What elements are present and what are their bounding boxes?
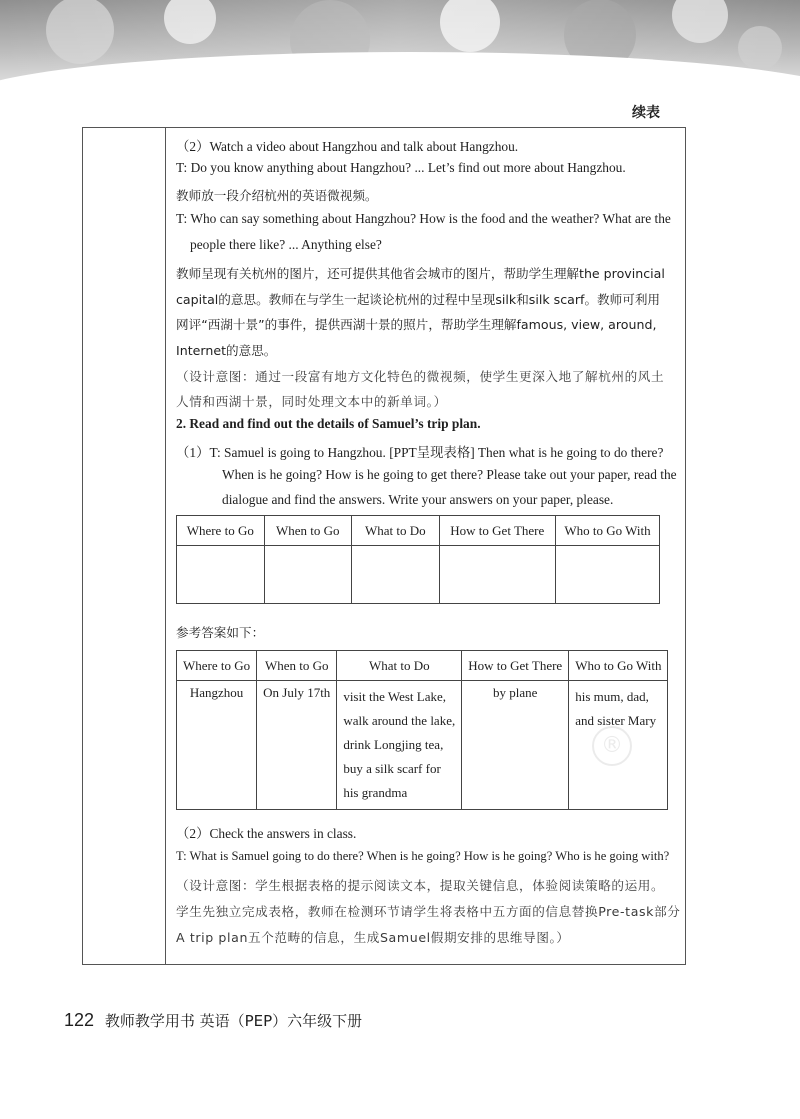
what-cell	[337, 681, 462, 810]
design-note-5: A trip plan五个范畴的信息，生成Samuel假期安排的思维导图。）	[176, 930, 570, 945]
design-note-4: 学生先独立完成表格，教师在检测环节请学生将表格中五方面的信息替换Pre-task部分	[176, 904, 681, 919]
instruction-5: Internet的意思。	[176, 343, 277, 358]
activity-2: walk around the lake,	[343, 713, 456, 728]
where-cell: Hangzhou	[177, 681, 257, 810]
teacher-line-2: T: Who can say something about Hangzhou? How is the food and the weather? What are the	[176, 211, 671, 226]
header-who: Who to Go With	[569, 651, 668, 681]
design-note-1: （设计意图：通过一段富有地方文化特色的微视频，使学生更深入地了解杭州的风土	[176, 369, 665, 384]
header-what: What to Do	[337, 651, 462, 681]
blank-cell	[264, 546, 352, 604]
how-cell: by plane	[462, 681, 569, 810]
activity-5: his grandma	[343, 785, 408, 800]
header-how: How to Get There	[439, 516, 555, 546]
activity-3: drink Longjing tea,	[343, 737, 444, 752]
blank-cell	[352, 546, 440, 604]
header-where: Where to Go	[177, 651, 257, 681]
step-2-heading: （2）Watch a video about Hangzhou and talk about Hangzhou.	[176, 139, 519, 154]
instruction-3: capital的意思。教师在与学生一起谈论杭州的过程中呈现silk和silk scarf。教师可利用	[176, 292, 661, 307]
blank-cell	[555, 546, 659, 604]
page-number: 122	[64, 1010, 95, 1030]
blank-cell	[177, 546, 265, 604]
instruction-2: 教师呈现有关杭州的图片，还可提供其他省会城市的图片，帮助学生理解the provincial	[176, 266, 665, 281]
reference-answer-label: 参考答案如下：	[176, 625, 265, 640]
design-note-2: 人情和西湖十景，同时处理文本中的新单词。）	[176, 394, 447, 409]
book-title: 教师教学用书 英语（PEP）六年级下册	[104, 1012, 363, 1030]
teacher-line-3: T: What is Samuel going to do there? When is he going? How is he going? Who is he going with?	[176, 849, 670, 863]
instruction-1: 教师放一段介绍杭州的英语微视频。	[176, 188, 378, 203]
decorative-banner	[0, 0, 800, 95]
design-note-3: （设计意图：学生根据表格的提示阅读文本，提取关键信息，体验阅读策略的运用。	[176, 878, 665, 893]
step-2b-heading: （2）Check the answers in class.	[176, 826, 357, 841]
header-when: When to Go	[257, 651, 337, 681]
task-1-line-1: （1）T: Samuel is going to Hangzhou. [PPT呈现表格] Then what is he going to do there?	[176, 445, 664, 460]
instruction-4: 网评“西湖十景”的事件，提供西湖十景的照片，帮助学生理解famous, view, around,	[176, 317, 657, 332]
header-who: Who to Go With	[555, 516, 659, 546]
activity-1: visit the West Lake,	[343, 689, 447, 704]
step-2-title: 2. Read and find out the details of Samuel’s trip plan.	[176, 416, 481, 431]
page-footer	[64, 1010, 362, 1031]
task-1-line-3: dialogue and find the answers. Write your answers on your paper, please.	[222, 492, 614, 507]
when-cell: On July 17th	[257, 681, 337, 810]
continued-label: 续表	[632, 105, 660, 121]
header-when: When to Go	[264, 516, 352, 546]
companion-2: and sister Mary	[575, 713, 657, 728]
activity-4: buy a silk scarf for	[343, 761, 441, 776]
column-divider	[165, 128, 166, 964]
companion-1: his mum, dad,	[575, 689, 649, 704]
blank-cell	[439, 546, 555, 604]
header-where: Where to Go	[177, 516, 265, 546]
task-1-line-2: When is he going? How is he going to get there? Please take out your paper, read the	[222, 467, 677, 482]
header-what: What to Do	[352, 516, 440, 546]
registered-mark-icon: ®	[592, 726, 632, 766]
teacher-line-2-cont: people there like? ... Anything else?	[190, 237, 382, 252]
blank-answer-table	[176, 515, 660, 604]
teacher-line-1: T: Do you know anything about Hangzhou? ... Let’s find out more about Hangzhou.	[176, 160, 626, 175]
answer-table	[176, 650, 668, 810]
header-how: How to Get There	[462, 651, 569, 681]
